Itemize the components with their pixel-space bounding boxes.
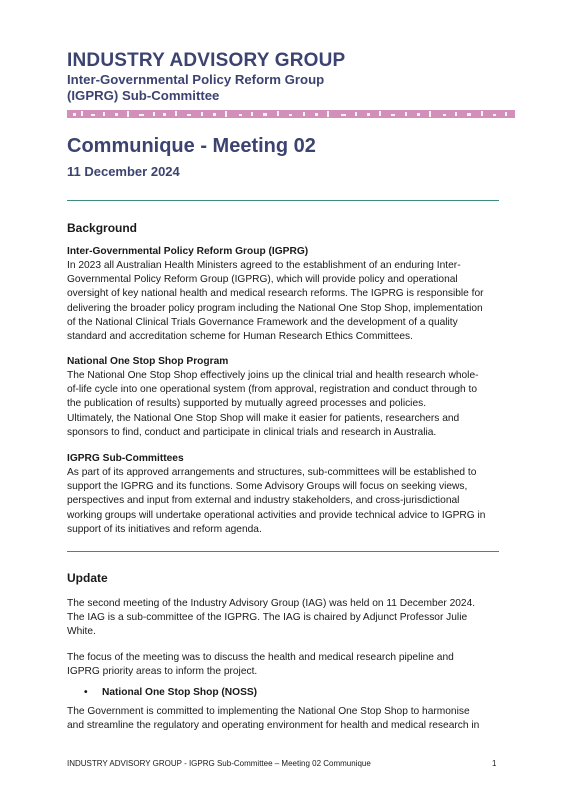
update-paragraph-1: The second meeting of the Industry Advisory Group (IAG) was held on 11 December 2024. The IAG is a sub-committee of the IGPRG. The IAG is chaired by Adjunct Professor Julie White.	[67, 598, 476, 638]
org-subtitle-line2: (IGPRG) Sub-Committee	[67, 88, 220, 103]
update-paragraph-2: The focus of the meeting was to discuss the health and medical research pipeline and IGPRG priority areas to inform the project.	[67, 652, 454, 678]
noss-paragraph: The National One Stop Shop effectively joins up the clinical trial and health research whole- of-life cycle into one operational system (from approval, registration and conduct through to the publication of results) supported by mutually agreed processes and policies. Ultimately, the National One Stop Shop will make it easier for patients, researchers and sponsors to find, conduct and participate in clinical trials and research in Australia.	[67, 370, 479, 438]
subcommittees-heading: IGPRG Sub-Committees	[67, 453, 184, 464]
bullet-label: National One Stop Shop (NOSS)	[102, 687, 258, 698]
footer-text: INDUSTRY ADVISORY GROUP - IGPRG Sub-Committee – Meeting 02 Communique	[67, 759, 371, 768]
bullet-item	[84, 686, 257, 700]
communique-title: Communique - Meeting 02	[67, 135, 316, 157]
org-subtitle-line1: Inter-Governmental Policy Reform Group	[67, 72, 325, 87]
bullet-icon: •	[84, 687, 88, 698]
decorative-stripe	[67, 110, 515, 118]
igprg-paragraph: In 2023 all Australian Health Ministers agreed to the establishment of an enduring Inter- Governmental Policy Reform Group (IGPRG), which will provide policy and operational oversight of key national health and medical research reforms. The IGPRG is responsible for delivering the broader policy program including the National One Stop Shop, implementation of the National Clinical Trials Governance Framework and the development of a quality standard and accreditation scheme for Human Research Ethics Committees.	[67, 260, 484, 343]
org-subtitle	[67, 72, 324, 104]
section-divider	[67, 200, 499, 201]
noss-heading: National One Stop Shop Program	[67, 356, 229, 367]
page-number: 1	[492, 759, 497, 768]
section-divider	[67, 551, 499, 552]
update-heading: Update	[67, 571, 108, 585]
background-heading: Background	[67, 221, 138, 235]
meeting-date: 11 December 2024	[67, 164, 180, 179]
igprg-heading: Inter-Governmental Policy Reform Group (IGPRG)	[67, 246, 309, 257]
stripe-pattern	[67, 110, 515, 118]
subcommittees-paragraph: As part of its approved arrangements and structures, sub-committees will be established to support the IGPRG and its functions. Some Advisory Groups will focus on seeking views, perspectives and input from external and industry stakeholders, and cross-jurisdictional working groups will undertake operational activities and provide technical advice to IGPRG in support of its initiatives and reform agenda.	[67, 467, 486, 535]
update-paragraph-3: The Government is committed to implementing the National One Stop Shop to harmonise and streamline the regulatory and operating environment for health and medical research in	[67, 706, 480, 732]
org-title: INDUSTRY ADVISORY GROUP	[67, 50, 346, 71]
